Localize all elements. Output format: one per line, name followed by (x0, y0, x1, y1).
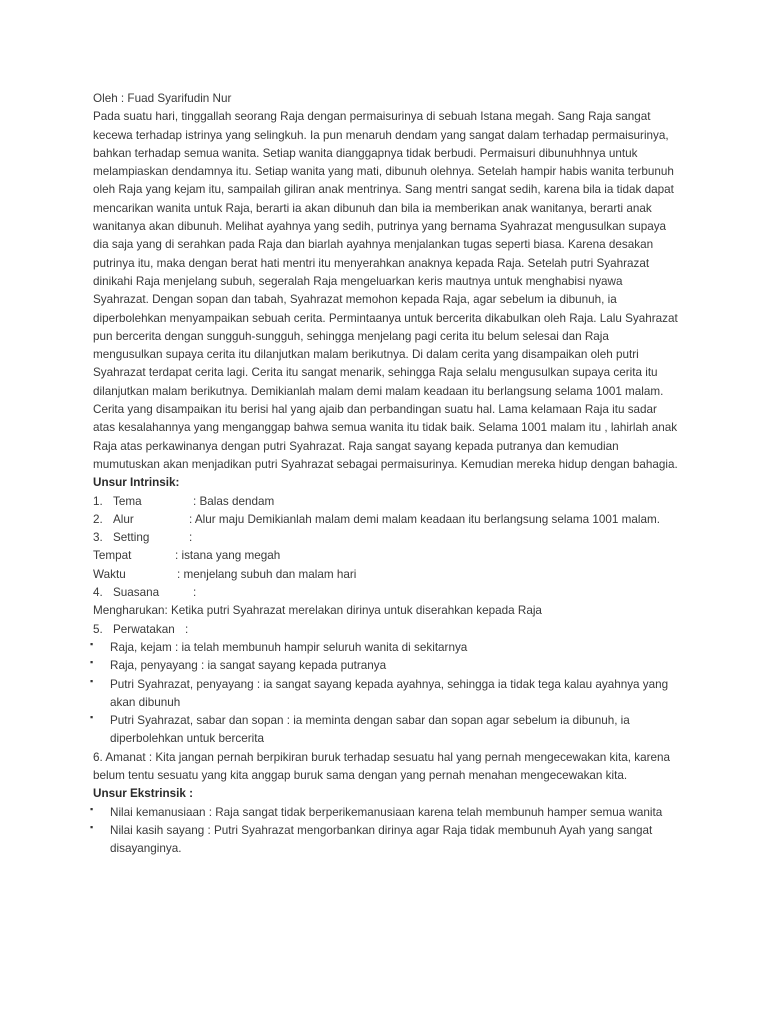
mengharukan-line: Mengharukan: Ketika putri Syahrazat merelakan dirinya untuk diserahkan kepada Raja (93, 604, 542, 618)
ekstrinsik-heading: Unsur Ekstrinsik : (93, 787, 194, 801)
document-page (90, 90, 683, 858)
story-line: Raja atas perkawinanya dengan putri Syahrazat. Raja sangat sayang kepada putranya dan kemudian (93, 439, 619, 453)
suasana-value: : (193, 586, 197, 600)
story-line: Cerita yang disampaikan itu berisi hal yang ajaib dan perbandingan suatu hal. Lama kelamaan Raja itu sadar (93, 403, 657, 417)
story-line: wanitanya akan dibunuh. Melihat ayahnya yang sedih, putrinya yang bernama Syahrazat mengusulkan supaya (93, 220, 667, 234)
perwatakan-value: : (185, 622, 189, 636)
setting-number: 3. (93, 531, 103, 545)
story-line: oleh Raja yang kejam itu, sampailah giliran anak mentrinya. Sang mentri sangat sedih, karena bila ia tidak dapat (93, 183, 674, 197)
list-item (90, 676, 683, 713)
bullet-icon: ▪ (90, 712, 94, 723)
story-line: pun bercerita dengan sungguh-sungguh, sehingga menjelang pagi cerita itu belum selesai dan Raja (93, 329, 609, 343)
alur-row (93, 511, 683, 529)
story-line: bahkan terhadap semua wanita. Setiap wanita dianggapnya tidak berbudi. Permaisuri dibunuhhnya untuk (93, 146, 638, 160)
alur-value: : Alur maju Demikianlah malam demi malam keadaan itu berlangsung selama 1001 malam. (189, 512, 660, 526)
list-item-text: Nilai kemanusiaan : Raja sangat tidak berperikemanusiaan karena telah membunuh hamper semua wanita (110, 805, 663, 819)
bullet-icon: ▪ (90, 657, 94, 668)
story-line: mumutuskan akan menjadikan putri Syahrazat sebagai permaisurinya. Kemudian mereka hidup dengan bahagia. (93, 457, 678, 471)
tempat-value: : istana yang megah (175, 549, 281, 563)
perwatakan-label: Perwatakan (113, 622, 175, 636)
story-line: diperbolehkan menyampaikan sebuah cerita. Permintaanya untuk bercerita dikabulkan oleh Raja. Lalu Syahrazat (93, 311, 678, 325)
bullet-icon: ▪ (90, 821, 94, 832)
alur-label: Alur (113, 512, 134, 526)
setting-row (93, 529, 683, 547)
list-item-text: Raja, penyayang : ia sangat sayang kepada putranya (110, 659, 387, 673)
story-line: Pada suatu hari, tinggallah seorang Raja dengan permaisurinya di sebuah Istana megah. Sang Raja sangat (93, 110, 651, 124)
tema-row (93, 493, 683, 511)
story-line: putrinya itu, maka dengan berat hati mentri itu menyerahkan anaknya kepada Raja. Setelah putri Syahrazat (93, 256, 650, 270)
alur-number: 2. (93, 512, 103, 526)
ekstrinsik-list (90, 803, 683, 859)
story-line: dinikahi Raja menjelang subuh, segeralah Raja mengeluarkan keris mautnya untuk menghabisi nyawa (93, 274, 623, 288)
list-item-text: Nilai kasih sayang : Putri Syahrazat mengorbankan dirinya agar Raja tidak membunuh Ayah yang sangat disayanginya. (110, 823, 653, 856)
list-item-text: Putri Syahrazat, sabar dan sopan : ia meminta dengan sabar dan sopan agar sebelum ia dibunuh, ia diperbolehkan untuk bercerita (110, 714, 630, 746)
suasana-row (93, 584, 683, 602)
story-line: mencarikan wanita untuk Raja, berarti ia akan dibunuh dan bila ia memberikan anak wanitanya, berarti anak (93, 201, 652, 215)
tempat-row (93, 547, 683, 565)
bullet-icon: ▪ (90, 638, 94, 649)
story-line: Syahrazat terdapat cerita lagi. Cerita itu sangat menarik, sehingga Raja selalu mengusulkan supaya cerita itu (93, 366, 658, 380)
story-line: Syahrazat. Dengan sopan dan tabah, Syahrazat memohon kepada Raja, agar sebelum ia dibunuh, ia (93, 293, 617, 307)
tema-number: 1. (93, 494, 103, 508)
suasana-number: 4. (93, 586, 103, 600)
character-list (90, 638, 683, 749)
list-item-text: Raja, kejam : ia telah membunuh hampir seluruh wanita di sekitarnya (110, 640, 468, 654)
story-line: dilanjutkan malam berikutnya. Demikianlah malam demi malam keadaan itu berlangsung selama 1001 malam. (93, 384, 664, 398)
amanat-line: 6. Amanat : Kita jangan pernah berpikiran buruk terhadap sesuatu hal yang pernah mengecewakan kita, karena (93, 750, 670, 764)
story-line: kecewa terhadap istrinya yang selingkuh. Ia pun menaruh dendam yang sangat dalam terhadap permaisurinya, (93, 128, 669, 142)
story-line: atas kesalahannya yang menganggap bahwa semua wanita itu tidak baik. Selama 1001 malam itu , lahirlah anak (93, 421, 678, 435)
story-line: mengusulkan supaya cerita itu dilanjutkan malam berikutnya. Di dalam cerita yang disampaikan oleh putri (93, 348, 639, 362)
suasana-label: Suasana (113, 586, 160, 600)
list-item (90, 657, 683, 675)
perwatakan-number: 5. (93, 622, 103, 636)
list-item (90, 822, 683, 859)
story-paragraph (93, 108, 683, 474)
waktu-label: Waktu (93, 567, 126, 581)
intrinsik-heading: Unsur Intrinsik: (93, 476, 180, 490)
list-item (90, 804, 683, 822)
bullet-icon: ▪ (90, 803, 94, 814)
amanat-line: belum tentu sesuatu yang kita anggap buruk sama dengan yang pernah menahan mengecewakan kita. (93, 768, 628, 782)
story-line: melampiaskan dendamnya itu. Setiap wanita yang mati, dibunuh olehnya. Setelah hampir habis wanita terbunuh (93, 165, 674, 179)
list-item (90, 639, 683, 657)
bullet-icon: ▪ (90, 675, 94, 686)
waktu-value: : menjelang subuh dan malam hari (177, 567, 357, 581)
author-line: Oleh : Fuad Syarifudin Nur (93, 92, 232, 105)
tema-value: : Balas dendam (193, 494, 275, 508)
waktu-row (93, 566, 683, 584)
setting-label: Setting (113, 531, 150, 545)
tempat-label: Tempat (93, 549, 132, 563)
tema-label: Tema (113, 494, 142, 508)
setting-value: : (189, 531, 193, 545)
story-line: dia saja yang di serahkan pada Raja dan biarlah ayahnya menjalankan tugas seperti biasa. Karena desakan (93, 238, 654, 252)
list-item (90, 712, 683, 749)
list-item-text: Putri Syahrazat, penyayang : ia sangat sayang kepada ayahnya, sehingga ia tidak tega kalau ayahnya yang akan dibunuh (110, 677, 669, 709)
perwatakan-row (93, 621, 683, 639)
